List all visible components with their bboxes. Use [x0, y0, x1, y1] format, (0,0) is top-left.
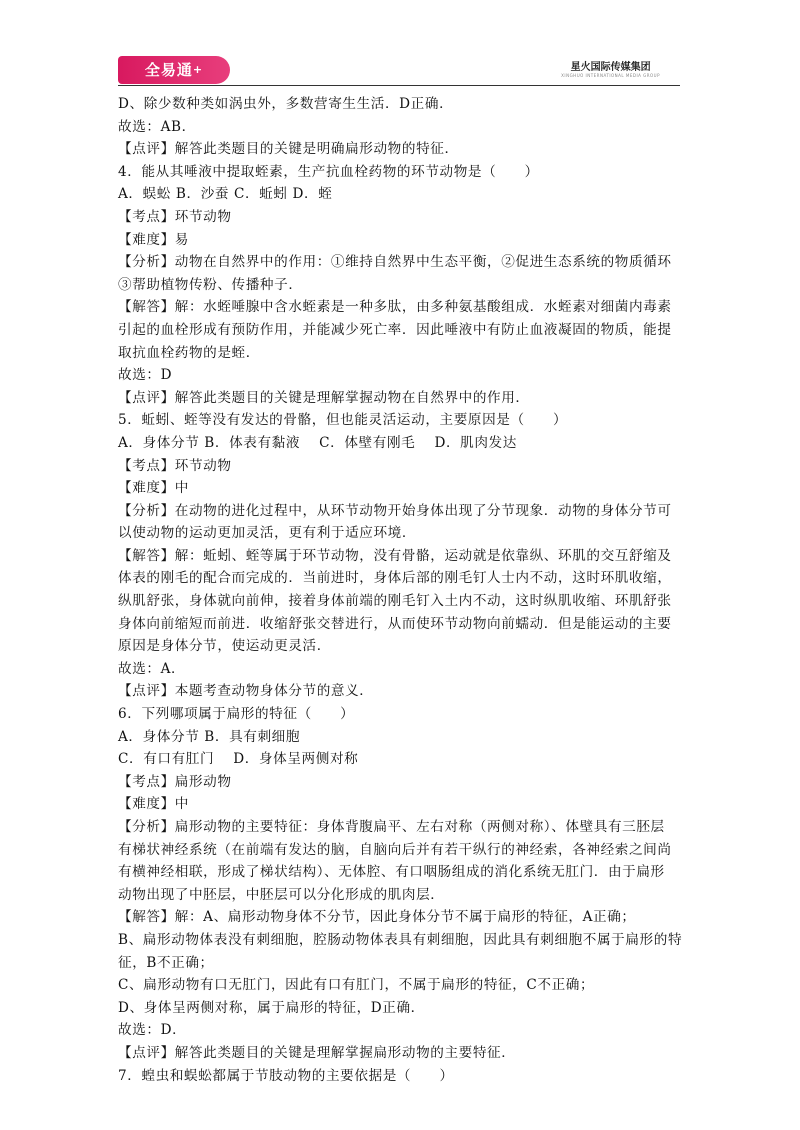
- text-line: 有梯状神经系统（在前端有发达的脑，自脑向后并有若干纵行的神经索，各神经索之间尚: [118, 841, 672, 858]
- text-line: 4．能从其唾液中提取蛭素，生产抗血栓药物的环节动物是（ ）: [118, 163, 539, 180]
- text-line: 【难度】中: [118, 480, 189, 497]
- text-line: 6．下列哪项属于扁形的特征（ ）: [118, 706, 355, 723]
- publisher-name: 星火国际传媒集团: [570, 62, 651, 73]
- text-line: 【解答】解：蚯蚓、蛭等属于环节动物，没有骨骼，运动就是依靠纵、环肌的交互舒缩及: [118, 547, 672, 564]
- text-line: 纵肌舒张，身体就向前伸，接着身体前端的刚毛钉入土内不动，这时纵肌收缩、环肌舒张: [118, 593, 672, 610]
- text-line: 【考点】环节动物: [118, 457, 232, 474]
- text-line: 故选：D: [118, 367, 173, 384]
- text-line: 动物出现了中胚层，中胚层可以分化形成的肌肉层．: [118, 886, 445, 903]
- text-line: 征，B不正确；: [118, 954, 214, 971]
- text-line: 故选：D．: [118, 1022, 187, 1039]
- text-line: 【点评】解答此类题目的关键是明确扁形动物的特征．: [118, 141, 459, 158]
- text-line: A．蜈蚣 B．沙蚕 C．蚯蚓 D．蛭: [118, 186, 333, 203]
- text-line: 【考点】环节动物: [118, 208, 232, 225]
- text-line: ③帮助植物传粉、传播种子．: [118, 276, 303, 293]
- text-line: 以使动物的运动更加灵活，更有利于适应环境．: [118, 525, 417, 542]
- publisher-subtitle: XINGHUO INTERNATIONAL MEDIA GROUP: [561, 73, 660, 78]
- text-line: 取抗血栓药物的是蛭．: [118, 344, 260, 361]
- text-line: 故选：AB．: [118, 118, 196, 135]
- text-line: C．有口有肛门 D．身体呈两侧对称: [118, 751, 359, 768]
- document-body: [118, 93, 684, 1087]
- text-line: 【点评】本题考查动物身体分节的意义．: [118, 683, 374, 700]
- logo-text: 全易通: [144, 61, 193, 79]
- text-line: 【分析】动物在自然界中的作用：①维持自然界中生态平衡，②促进生态系统的物质循环: [118, 254, 672, 271]
- text-line: 【解答】解：水蛭唾腺中含水蛭素是一种多肽，由多种氨基酸组成．水蛭素对细菌内毒素: [118, 299, 672, 316]
- text-line: 【难度】易: [118, 231, 189, 248]
- text-line: D、身体呈两侧对称，属于扁形的特征，D正确．: [118, 999, 425, 1016]
- text-line: 5．蚯蚓、蛭等没有发达的骨骼，但也能灵活运动，主要原因是（ ）: [118, 412, 568, 429]
- text-line: 故选：A．: [118, 660, 186, 677]
- header-rule: [118, 85, 680, 86]
- text-line: 【解答】解：A、扁形动物身体不分节，因此身体分节不属于扁形的特征，A正确；: [118, 909, 636, 926]
- text-line: C、扁形动物有口无肛门，因此有口有肛门，不属于扁形的特征，C不正确；: [118, 977, 595, 994]
- text-line: 身体向前缩短而前进．收缩舒张交替进行，从而使环节动物向前蠕动．但是能运动的主要: [118, 615, 672, 632]
- text-line: 【分析】扁形动物的主要特征：身体背腹扁平、左右对称（两侧对称）、体壁具有三胚层: [118, 819, 665, 835]
- text-line: A．身体分节 B．具有刺细胞: [118, 728, 301, 745]
- text-line: 【考点】扁形动物: [118, 773, 232, 790]
- publisher-block: [561, 58, 660, 78]
- text-line: 7．蝗虫和蜈蚣都属于节肢动物的主要依据是（ ）: [118, 1067, 454, 1084]
- text-line: 【难度】中: [118, 796, 189, 813]
- text-line: 【点评】解答此类题目的关键是理解掌握动物在自然界中的作用．: [118, 389, 530, 406]
- page-header: [118, 54, 680, 88]
- text-line: B、扁形动物体表没有刺细胞，腔肠动物体表具有刺细胞，因此具有刺细胞不属于扁形的特: [118, 931, 683, 948]
- text-line: A．身体分节 B．体表有黏液 C．体壁有刚毛 D．肌肉发达: [118, 434, 517, 451]
- text-line: D、除少数种类如涡虫外，多数营寄生生活．D正确．: [118, 96, 454, 112]
- brand-logo: [118, 56, 230, 84]
- text-line: 【分析】在动物的进化过程中，从环节动物开始身体出现了分节现象．动物的身体分节可: [118, 502, 672, 519]
- text-line: 引起的血栓形成有预防作用，并能减少死亡率．因此唾液中有防止血液凝固的物质，能提: [118, 321, 672, 338]
- text-line: 原因是身体分节，使运动更灵活．: [118, 638, 331, 655]
- text-line: 【点评】解答此类题目的关键是理解掌握扁形动物的主要特征．: [118, 1044, 516, 1061]
- logo-plus: +: [192, 63, 204, 76]
- text-line: 体表的刚毛的配合而完成的．当前进时，身体后部的刚毛钉人士内不动，这时环肌收缩，: [118, 570, 672, 587]
- text-line: 有横神经相联，形成了梯状结构）、无体腔、有口咽肠组成的消化系统无肛门．由于扁形: [118, 864, 665, 881]
